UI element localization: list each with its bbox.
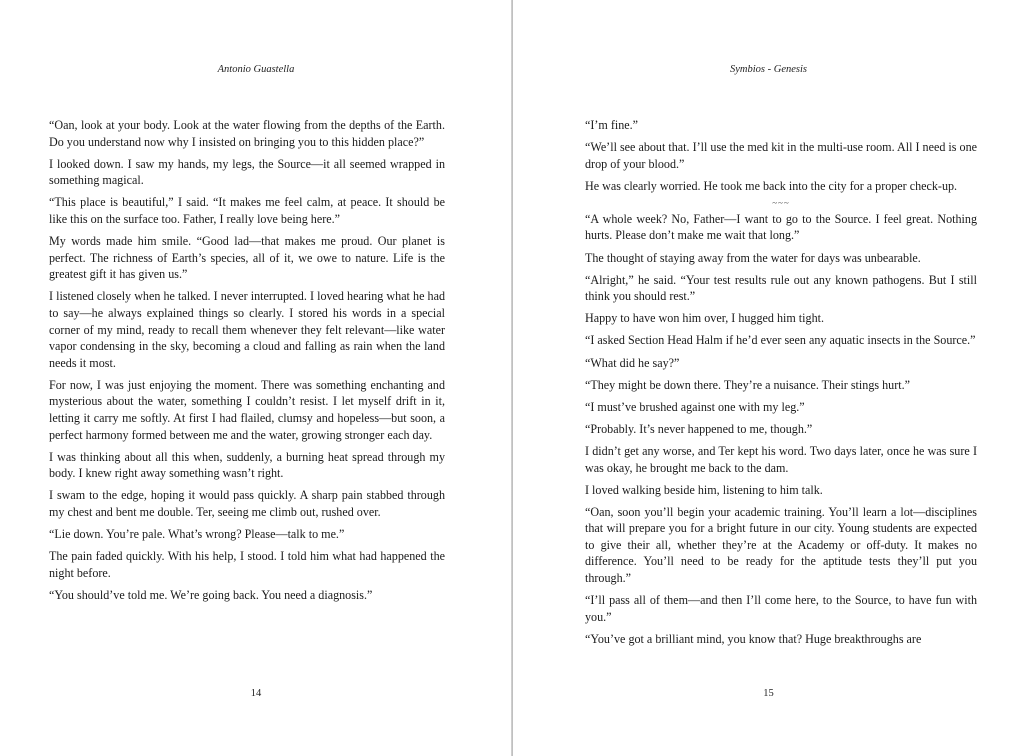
paragraph: Happy to have won him over, I hugged him tight. <box>585 311 824 326</box>
right-page-text <box>585 117 977 653</box>
paragraph: My words made him smile. “Good lad—that makes me proud. Our planet is perfect. The richness of Earth’s species, all of it, we owe to nature. Life is the greatest gift it has given us.” <box>49 234 445 282</box>
paragraph: I swam to the edge, hoping it would pass quickly. A sharp pain stabbed through my chest and bent me double. Ter, seeing me climb out, rushed over. <box>49 488 445 519</box>
paragraph: I didn’t get any worse, and Ter kept his word. Two days later, once he was sure I was okay, he brought me back to the dam. <box>585 443 977 475</box>
scene-break: ~~~ <box>772 197 790 208</box>
paragraph: “This place is beautiful,” I said. “It makes me feel calm, at peace. It should be like this on the surface too. Father, I really love being here.” <box>49 195 445 226</box>
left-page-number: 14 <box>250 688 262 699</box>
left-running-head: Antonio Guastella <box>217 64 295 75</box>
paragraph: “I’m fine.” <box>585 118 639 132</box>
paragraph: “I’ll pass all of them—and then I’ll come here, to the Source, to have fun with you.” <box>585 593 977 624</box>
paragraph: “Probably. It’s never happened to me, though.” <box>585 421 813 436</box>
right-page <box>513 0 1024 756</box>
paragraph: The pain faded quickly. With his help, I stood. I told him what had happened the night before. <box>49 549 445 580</box>
paragraph: “You should’ve told me. We’re going back. You need a diagnosis.” <box>49 587 373 602</box>
left-page-text <box>49 117 445 609</box>
paragraph: “Oan, look at your body. Look at the water flowing from the depths of the Earth. Do you understand now why I insisted on bringing you to this hidden place?” <box>49 118 445 149</box>
paragraph: “What did he say?” <box>585 355 680 370</box>
paragraph: I listened closely when he talked. I never interrupted. I loved hearing what he had to say—he always explained things so clearly. I stored his words in a special corner of my mind, ready to recall them whenever they felt relevant—like water vapor condensing in the sky, becoming a cloud and falling as rain when the land needs it most. <box>49 289 445 370</box>
paragraph: “I must’ve brushed against one with my leg.” <box>585 399 805 414</box>
paragraph: I looked down. I saw my hands, my legs, the Source—it all seemed wrapped in something magical. <box>49 156 445 188</box>
right-page-number: 15 <box>763 688 774 699</box>
paragraph: “They might be down there. They’re a nuisance. Their stings hurt.” <box>585 377 910 392</box>
paragraph: “Lie down. You’re pale. What’s wrong? Please—talk to me.” <box>49 527 345 542</box>
paragraph: I loved walking beside him, listening to him talk. <box>585 482 823 497</box>
paragraph: “Oan, soon you’ll begin your academic training. You’ll learn a lot—disciplines that will prepare you for a bright future in our city. Young students are expected to give their all, whether they’re at the Academy or off-duty. It makes no difference. You’ll need to be ready for the aptitude tests they’ll put you through.” <box>585 504 977 586</box>
paragraph: “I asked Section Head Halm if he’d ever seen any aquatic insects in the Source.” <box>585 333 976 348</box>
paragraph: The thought of staying away from the water for days was unbearable. <box>585 250 921 265</box>
paragraph: “A whole week? No, Father—I want to go to the Source. I feel great. Nothing hurts. Please don’t make me wait that long.” <box>585 211 977 243</box>
paragraph: “You’ve got a brilliant mind, you know that? Huge breakthroughs are <box>585 631 922 646</box>
paragraph: He was clearly worried. He took me back into the city for a proper check-up. <box>585 178 958 193</box>
paragraph: I was thinking about all this when, suddenly, a burning heat spread through my body. I knew right away something wasn’t right. <box>49 449 445 481</box>
paragraph: For now, I was just enjoying the moment. There was something enchanting and mysterious about the water, something I couldn’t resist. I let myself drift in it, letting it carry me softly. At first I had flailed, clumsy and hopeless—but soon, a perfect harmony formed between me and the water, growing stronger each day. <box>49 377 445 442</box>
right-running-head: Symbios - Genesis <box>730 64 807 75</box>
paragraph: “Alright,” he said. “Your test results rule out any known pathogens. But I still think you should rest.” <box>585 272 977 304</box>
paragraph: “We’ll see about that. I’ll use the med kit in the multi-use room. All I need is one drop of your blood.” <box>585 140 977 171</box>
